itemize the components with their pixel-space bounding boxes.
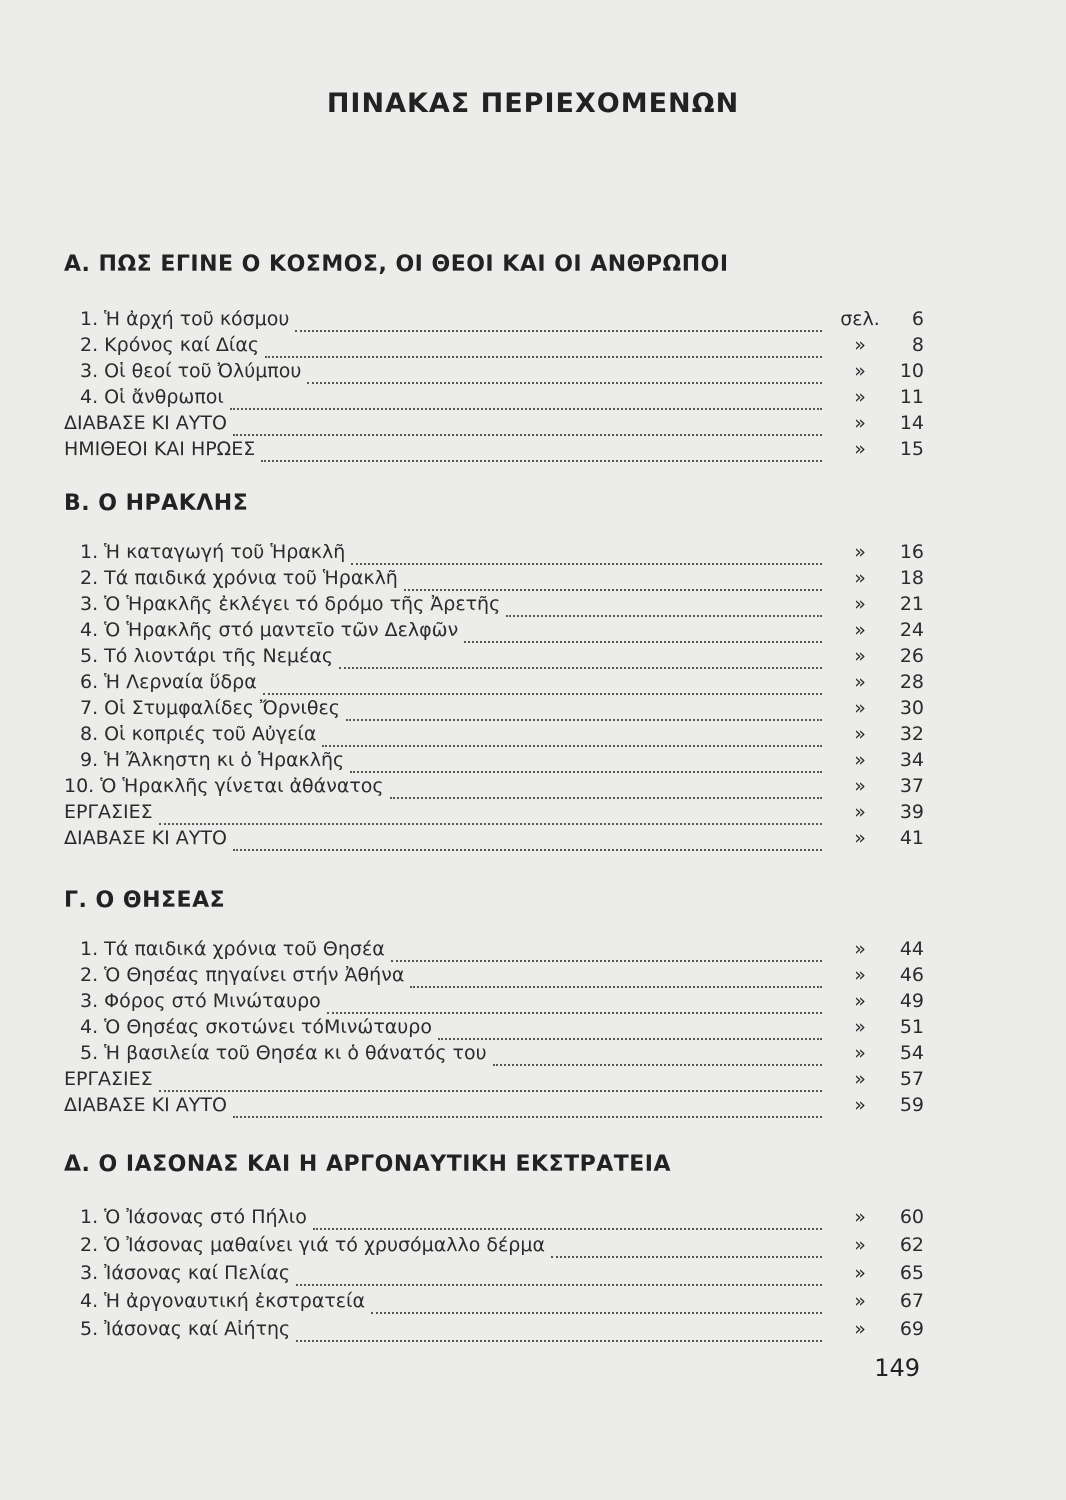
entry-mark: » xyxy=(854,723,866,745)
leader-dots xyxy=(265,336,822,358)
entry-page: 14 xyxy=(899,412,924,434)
entry-mark: » xyxy=(854,1318,866,1340)
toc-entry xyxy=(64,721,924,747)
entry-label: 6. Ἡ Λερναία ὕδρα xyxy=(80,671,257,693)
entry-mark: » xyxy=(854,1290,866,1312)
entry-page: 30 xyxy=(899,697,924,719)
leader-dots xyxy=(263,673,822,695)
entry-label: 1. Ἡ καταγωγή τοῦ Ἡρακλῆ xyxy=(80,541,346,563)
entry-mark: » xyxy=(854,334,866,356)
toc-entry xyxy=(64,306,924,332)
entry-mark: » xyxy=(854,1234,866,1256)
toc-entry xyxy=(64,773,924,799)
entry-page: 54 xyxy=(899,1042,924,1064)
toc-entry xyxy=(64,1316,924,1342)
entry-label: 2. Ὁ Ἰάσονας μαθαίνει γιά τό χρυσόμαλλο δέρμα xyxy=(80,1234,545,1256)
entry-mark: » xyxy=(854,1016,866,1038)
entry-page: 67 xyxy=(899,1290,924,1312)
toc-entry xyxy=(64,1066,924,1092)
toc-entry xyxy=(64,1204,924,1230)
entry-label: 10. Ὁ Ἡρακλῆς γίνεται ἀθάνατος xyxy=(64,775,384,797)
leader-dots xyxy=(438,1018,822,1040)
leader-dots xyxy=(404,569,822,591)
leader-dots xyxy=(551,1236,822,1258)
toc-entry xyxy=(64,695,924,721)
entry-page: 39 xyxy=(899,801,924,823)
toc-entry xyxy=(64,1232,924,1258)
toc-entry xyxy=(64,591,924,617)
entry-mark: σελ. xyxy=(840,308,880,330)
entry-page: 69 xyxy=(899,1318,924,1340)
entry-label: 4. Οἱ ἄνθρωποι xyxy=(80,386,224,408)
toc-entry xyxy=(64,962,924,988)
leader-dots xyxy=(350,751,822,773)
entry-label: 7. Οἱ Στυμφαλίδες Ὄρνιθες xyxy=(80,697,340,719)
entry-mark: » xyxy=(854,697,866,719)
leader-dots xyxy=(159,803,822,825)
toc-entry xyxy=(64,436,924,462)
entry-page: 49 xyxy=(899,990,924,1012)
toc-entry xyxy=(64,825,924,851)
leader-dots xyxy=(390,777,822,799)
section-heading-b: Β. Ο ΗΡΑΚΛΗΣ xyxy=(64,491,249,516)
entry-mark: » xyxy=(854,360,866,382)
entry-mark: » xyxy=(854,775,866,797)
entry-mark: » xyxy=(854,438,866,460)
leader-dots xyxy=(230,388,822,410)
entry-page: 15 xyxy=(899,438,924,460)
toc-entry xyxy=(64,747,924,773)
leader-dots xyxy=(410,966,822,988)
toc-entry xyxy=(64,358,924,384)
leader-dots xyxy=(346,699,822,721)
entry-mark: » xyxy=(854,619,866,641)
toc-entry xyxy=(64,1288,924,1314)
toc-entry xyxy=(64,643,924,669)
entry-mark: » xyxy=(854,541,866,563)
entry-label: 1. Ὁ Ἰάσονας στό Πήλιο xyxy=(80,1206,307,1228)
section-heading-c: Γ. Ο ΘΗΣΕΑΣ xyxy=(64,888,226,913)
entry-mark: » xyxy=(854,645,866,667)
section-heading-d: Δ. Ο ΙΑΣΟΝΑΣ ΚΑΙ Η ΑΡΓΟΝΑΥΤΙΚΗ ΕΚΣΤΡΑΤΕΙΑ xyxy=(64,1152,672,1177)
entry-mark: » xyxy=(854,1094,866,1116)
toc-entry xyxy=(64,565,924,591)
entry-label: 5. Ἰάσονας καί Αἰήτης xyxy=(80,1318,291,1340)
toc-entry xyxy=(64,988,924,1014)
entry-mark: » xyxy=(854,412,866,434)
entry-page: 18 xyxy=(899,567,924,589)
leader-dots xyxy=(233,1096,822,1118)
entry-label: 2. Τά παιδικά χρόνια τοῦ Ἡρακλῆ xyxy=(80,567,398,589)
entry-label: 1. Τά παιδικά χρόνια τοῦ Θησέα xyxy=(80,938,385,960)
leader-dots xyxy=(233,414,822,436)
entry-page: 21 xyxy=(899,593,924,615)
leader-dots xyxy=(327,992,822,1014)
leader-dots xyxy=(371,1292,822,1314)
entry-label: 8. Οἱ κοπριές τοῦ Αὐγεία xyxy=(80,723,317,745)
section-heading-a: Α. ΠΩΣ ΕΓΙΝΕ Ο ΚΟΣΜΟΣ, ΟΙ ΘΕΟΙ ΚΑΙ ΟΙ ΑΝΘΡΩΠΟΙ xyxy=(64,252,729,277)
entry-mark: » xyxy=(854,567,866,589)
toc-entry xyxy=(64,1040,924,1066)
leader-dots xyxy=(391,940,822,962)
entry-label: 5. Τό λιοντάρι τῆς Νεμέας xyxy=(80,645,334,667)
toc-entry xyxy=(64,384,924,410)
entry-page: 8 xyxy=(911,334,924,356)
entry-page: 46 xyxy=(899,964,924,986)
leader-dots xyxy=(339,647,822,669)
toc-entry xyxy=(64,669,924,695)
leader-dots xyxy=(159,1070,822,1092)
page-number: 149 xyxy=(874,1354,920,1382)
entry-mark: » xyxy=(854,593,866,615)
entry-page: 51 xyxy=(899,1016,924,1038)
leader-dots xyxy=(296,1320,822,1342)
entry-label: 3. Ὁ Ἡρακλῆς ἐκλέγει τό δρόμο τῆς Ἀρετῆς xyxy=(80,593,501,615)
entry-mark: » xyxy=(854,827,866,849)
entry-page: 44 xyxy=(899,938,924,960)
entry-page: 10 xyxy=(899,360,924,382)
entry-label: 2. Ὁ Θησέας πηγαίνει στήν Ἀθήνα xyxy=(80,964,405,986)
entry-page: 32 xyxy=(899,723,924,745)
entry-page: 28 xyxy=(899,671,924,693)
toc-entry xyxy=(64,799,924,825)
leader-dots xyxy=(296,1264,822,1286)
entry-label: 3. Οἱ θεοί τοῦ Ὀλύμπου xyxy=(80,360,302,382)
entry-label: 3. Ἰάσονας καί Πελίας xyxy=(80,1262,291,1284)
toc-entry xyxy=(64,1014,924,1040)
leader-dots xyxy=(322,725,822,747)
entry-label: 5. Ἡ βασιλεία τοῦ Θησέα κι ὁ θάνατός του xyxy=(80,1042,487,1064)
entry-page: 60 xyxy=(899,1206,924,1228)
leader-dots xyxy=(506,595,822,617)
page-title: ΠΙΝΑΚΑΣ ΠΕΡΙΕΧΟΜΕΝΩΝ xyxy=(326,88,740,119)
entry-label: 3. Φόρος στό Μινώταυρο xyxy=(80,990,321,1012)
toc-entry xyxy=(64,936,924,962)
entry-label: 4. Ὁ Θησέας σκοτώνει τόΜινώταυρο xyxy=(80,1016,432,1038)
entry-page: 41 xyxy=(899,827,924,849)
leader-dots xyxy=(313,1208,822,1230)
leader-dots xyxy=(295,310,822,332)
entry-page: 65 xyxy=(899,1262,924,1284)
entry-mark: » xyxy=(854,749,866,771)
entry-mark: » xyxy=(854,938,866,960)
entry-label: 4. Ἡ ἀργοναυτική ἐκστρατεία xyxy=(80,1290,366,1312)
entry-mark: » xyxy=(854,964,866,986)
entry-page: 62 xyxy=(899,1234,924,1256)
toc-entry xyxy=(64,1260,924,1286)
toc-entry xyxy=(64,410,924,436)
entry-page: 34 xyxy=(899,749,924,771)
entry-mark: » xyxy=(854,1262,866,1284)
entry-page: 16 xyxy=(899,541,924,563)
entry-label: 4. Ὁ Ἡρακλῆς στό μαντεῖο τῶν Δελφῶν xyxy=(80,619,459,641)
entry-label: ΕΡΓΑΣΙΕΣ xyxy=(64,1068,153,1090)
toc-entry xyxy=(64,539,924,565)
entry-page: 37 xyxy=(899,775,924,797)
leader-dots xyxy=(233,829,822,851)
entry-label: ΔΙΑΒΑΣΕ ΚΙ ΑΥΤΟ xyxy=(64,412,227,434)
entry-mark: » xyxy=(854,1042,866,1064)
entry-page: 57 xyxy=(899,1068,924,1090)
entry-label: 2. Κρόνος καί Δίας xyxy=(80,334,260,356)
toc-entry xyxy=(64,617,924,643)
leader-dots xyxy=(493,1044,822,1066)
entry-mark: » xyxy=(854,671,866,693)
leader-dots xyxy=(351,543,822,565)
entry-label: ΔΙΑΒΑΣΕ ΚΙ ΑΥΤΟ xyxy=(64,1094,227,1116)
entry-page: 24 xyxy=(899,619,924,641)
entry-label: ΕΡΓΑΣΙΕΣ xyxy=(64,801,153,823)
entry-label: ΗΜΙΘΕΟΙ ΚΑΙ ΗΡΩΕΣ xyxy=(64,438,256,460)
entry-mark: » xyxy=(854,1206,866,1228)
entry-page: 59 xyxy=(899,1094,924,1116)
entry-page: 6 xyxy=(911,308,924,330)
leader-dots xyxy=(464,621,822,643)
leader-dots xyxy=(307,362,822,384)
entry-mark: » xyxy=(854,990,866,1012)
leader-dots xyxy=(261,440,822,462)
entry-label: 9. Ἡ Ἄλκηστη κι ὁ Ἡρακλῆς xyxy=(80,749,345,771)
entry-mark: » xyxy=(854,386,866,408)
entry-mark: » xyxy=(854,801,866,823)
entry-mark: » xyxy=(854,1068,866,1090)
toc-entry xyxy=(64,332,924,358)
entry-page: 11 xyxy=(899,386,924,408)
entry-label: ΔΙΑΒΑΣΕ ΚΙ ΑΥΤΟ xyxy=(64,827,227,849)
entry-page: 26 xyxy=(899,645,924,667)
toc-entry xyxy=(64,1092,924,1118)
entry-label: 1. Ἡ ἀρχή τοῦ κόσμου xyxy=(80,308,290,330)
